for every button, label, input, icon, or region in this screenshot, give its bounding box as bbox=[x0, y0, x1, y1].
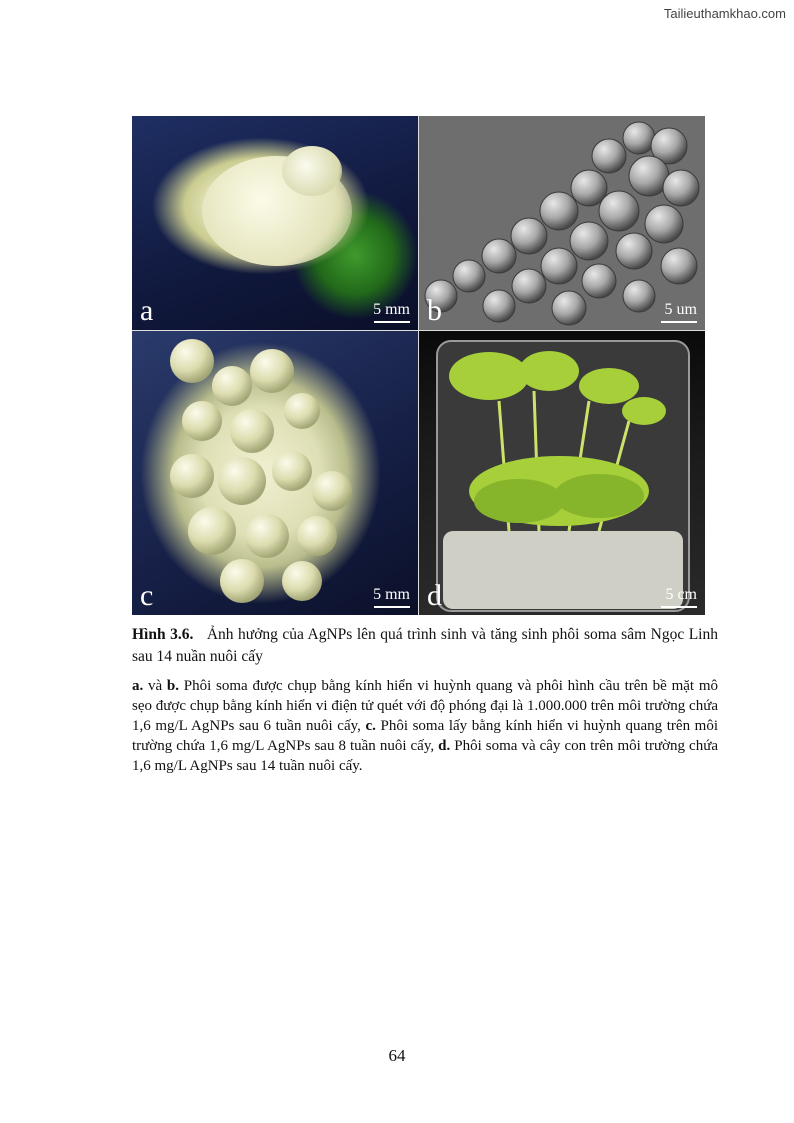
panel-b-sem-photo bbox=[419, 116, 705, 330]
watermark: Tailieuthamkhao.com bbox=[663, 6, 786, 21]
scale-label-c: 5 mm bbox=[373, 586, 410, 603]
panel-c-embryos-photo bbox=[132, 331, 418, 615]
figure-notes bbox=[132, 676, 718, 776]
note-text-d: Phôi soma và cây con trên môi trường chứa 1,6 mg/L AgNPs sau 14 tuần nuôi cấy. bbox=[132, 738, 718, 774]
scale-bar-b bbox=[661, 321, 697, 323]
panel-letter-a: a bbox=[140, 294, 154, 327]
panel-d-plantlets-photo bbox=[419, 331, 705, 615]
scale-bar-c bbox=[374, 606, 410, 608]
panel-letter-b: b bbox=[427, 294, 442, 327]
figure-3-6 bbox=[132, 116, 705, 615]
note-label-d: d. bbox=[438, 738, 451, 754]
note-label-b: b. bbox=[166, 678, 180, 694]
scale-bar-d bbox=[661, 606, 697, 608]
note-join: và bbox=[143, 678, 167, 694]
scale-label-d: 5 cm bbox=[665, 586, 697, 603]
panel-a-callus-photo bbox=[132, 116, 418, 330]
note-label-c: c. bbox=[365, 718, 376, 734]
note-text-ab: Phôi soma được chụp bằng kính hiển vi huỳnh quang và phôi hình cầu trên bề mặt mô sẹo được chụp bằng kính hiển vi điện tử quét với độ phóng đại là 1.000.000 trên môi trường chứa 1,6 mg/L AgNPs sau 6 tuần nuôi cấy, bbox=[132, 678, 718, 734]
page-number: 64 bbox=[388, 1046, 406, 1065]
note-text-c: Phôi soma lấy bằng kính hiển vi huỳnh quang trên môi trường chứa 1,6 mg/L AgNPs sau 8 tuần nuôi cấy, bbox=[132, 718, 718, 754]
jar-plantlets-illustration bbox=[419, 331, 705, 615]
note-label-a: a. bbox=[132, 678, 144, 694]
scale-label-b: 5 um bbox=[664, 301, 697, 318]
sem-spheres-illustration bbox=[419, 116, 705, 330]
scale-label-a: 5 mm bbox=[373, 301, 410, 318]
caption-label: Hình 3.6. bbox=[132, 626, 194, 643]
panel-letter-c: c bbox=[140, 579, 154, 612]
panel-letter-d: d bbox=[427, 579, 442, 612]
scale-bar-a bbox=[374, 321, 410, 323]
embryo-clusters-illustration bbox=[132, 331, 418, 615]
caption-text: Ảnh hưởng của AgNPs lên quá trình sinh và tăng sinh phôi soma sâm Ngọc Linh sau 14 nuần nuôi cấy bbox=[132, 626, 718, 665]
figure-caption bbox=[132, 624, 718, 668]
